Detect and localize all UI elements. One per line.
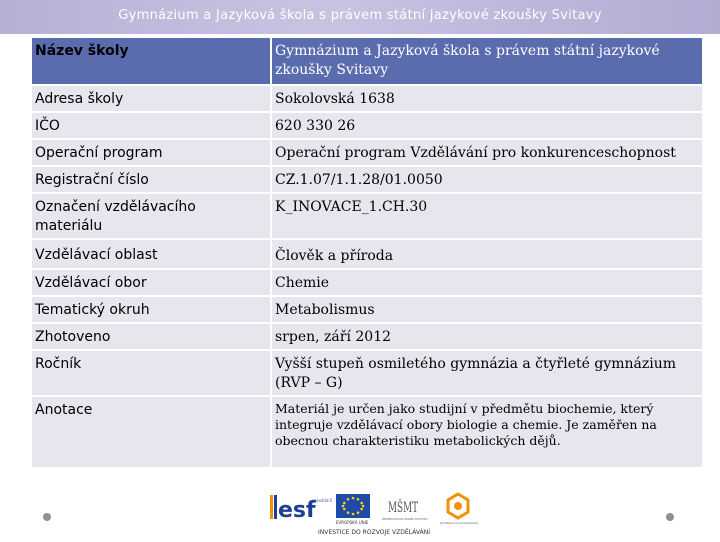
row-value: K_INOVACE_1.CH.30 <box>271 193 703 239</box>
msmt-logo-text: MŠMT <box>388 500 436 516</box>
table-row <box>31 37 703 85</box>
op-logo <box>440 494 479 525</box>
row-label: Vzdělávací oblast <box>31 239 271 269</box>
table-row <box>31 193 703 239</box>
left-bullet-dot <box>43 513 51 521</box>
row-label: Označení vzdělávacího materiálu <box>31 193 271 239</box>
row-label: IČO <box>31 112 271 139</box>
row-label: Název školy <box>31 37 271 85</box>
table-row <box>31 323 703 350</box>
esf-caption: evropský sociální fond v ČR <box>312 498 333 503</box>
funding-logos <box>268 490 483 538</box>
table-row <box>31 239 703 269</box>
row-value: Chemie <box>271 269 703 296</box>
header-title: Gymnázium a Jazyková škola s právem státní jazykové zkoušky Svitavy <box>118 8 602 23</box>
row-value: Operační program Vzdělávání pro konkurenceschopnost <box>271 139 703 166</box>
msmt-caption: MINISTERSTVO ŠKOLSTVÍ, MLÁDEŽE A TĚLOVÝCHOVY <box>382 517 463 521</box>
row-value: 620 330 26 <box>271 112 703 139</box>
row-value: Materiál je určen jako studijní v předmětu biochemie, který integruje vzdělávací obory biologie a chemie. Je zaměřen na obecnou charakteristiku metabolických dějů. <box>271 396 703 468</box>
school-info-table <box>30 36 704 469</box>
row-value: Vyšší stupeň osmiletého gymnázia a čtyřleté gymnázium (RVP – G) <box>271 350 703 396</box>
eu-caption: EVROPSKÁ UNIE <box>336 520 369 525</box>
msmt-logo <box>382 498 463 521</box>
row-label: Anotace <box>31 396 271 468</box>
row-value: srpen, září 2012 <box>271 323 703 350</box>
esf-logo <box>270 495 332 523</box>
footer-slogan: INVESTICE DO ROZVOJE VZDĚLÁVÁNÍ <box>318 529 430 536</box>
table-row <box>31 112 703 139</box>
row-value: Člověk a příroda <box>271 239 703 269</box>
eu-flag-logo <box>336 494 370 525</box>
op-caption: OP Vzdělávání pro konkurenceschopnost <box>440 521 479 525</box>
table-row <box>31 139 703 166</box>
row-value: Metabolismus <box>271 296 703 323</box>
row-label: Registrační číslo <box>31 166 271 193</box>
table-row <box>31 166 703 193</box>
table-row <box>31 296 703 323</box>
esf-logo-text: esf <box>278 498 316 523</box>
table-row <box>31 85 703 112</box>
row-value: CZ.1.07/1.1.28/01.0050 <box>271 166 703 193</box>
row-label: Adresa školy <box>31 85 271 112</box>
table-row <box>31 350 703 396</box>
right-bullet-dot <box>666 513 674 521</box>
table-row <box>31 269 703 296</box>
row-label: Vzdělávací obor <box>31 269 271 296</box>
row-value: Sokolovská 1638 <box>271 85 703 112</box>
row-label: Tematický okruh <box>31 296 271 323</box>
row-label: Ročník <box>31 350 271 396</box>
row-label: Zhotoveno <box>31 323 271 350</box>
table-row <box>31 396 703 468</box>
row-label: Operační program <box>31 139 271 166</box>
row-value: Gymnázium a Jazyková škola s právem státní jazykové zkoušky Svitavy <box>271 37 703 85</box>
